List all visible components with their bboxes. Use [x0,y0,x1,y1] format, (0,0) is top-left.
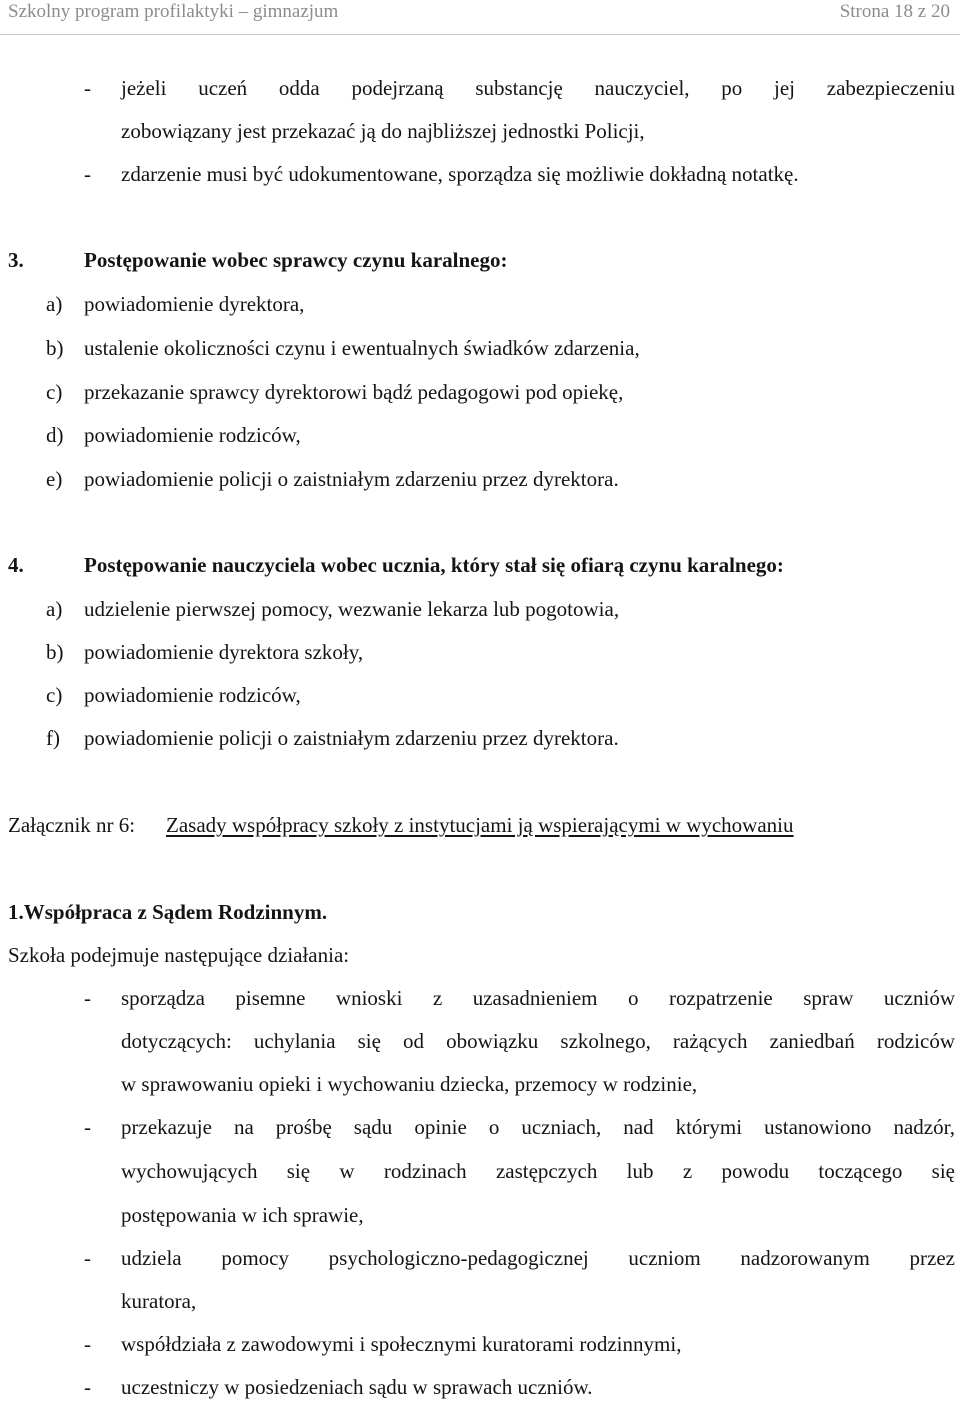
list-item-line: wychowujących się w rodzinach zastępczych lub z powodu toczącego się [121,1159,955,1183]
list-item-line: współdziała z zawodowymi i społecznymi kuratorami rodzinnymi, [121,1332,682,1356]
list-item-line: uczestniczy w posiedzeniach sądu w sprawach uczniów. [121,1375,593,1399]
list-marker: c) [46,380,63,404]
list-item-line: zobowiązany jest przekazać ją do najbliższej jednostki Policji, [121,119,645,143]
list-marker: f) [46,726,60,750]
list-item-line: przekazuje na prośbę sądu opinie o uczniach, nad którymi ustanowiono nadzór, [121,1115,955,1139]
attachment-label: Załącznik nr 6: [8,813,136,837]
page-number: Strona 18 z 20 [839,1,950,22]
section-number: 3. [8,248,24,272]
list-item: przekazanie sprawcy dyrektorowi bądź pedagogowi pod opiekę, [84,380,624,404]
subsection-heading: 1.Współpraca z Sądem Rodzinnym. [8,900,328,924]
list-marker: - [84,1332,91,1356]
list-marker: - [84,1115,91,1139]
list-marker: - [84,1375,91,1399]
section-number: 4. [8,553,24,577]
list-item-line: zdarzenie musi być udokumentowane, sporządza się możliwie dokładną notatkę. [121,162,799,186]
list-item: powiadomienie policji o zaistniałym zdarzeniu przez dyrektora. [84,726,619,750]
list-item: udzielenie pierwszej pomocy, wezwanie lekarza lub pogotowia, [84,597,620,621]
list-item-line: kuratora, [121,1289,197,1313]
list-marker: a) [46,292,63,316]
list-item-line: w sprawowaniu opieki i wychowaniu dziecka, przemocy w rodzinie, [121,1072,698,1096]
list-marker: e) [46,467,63,491]
list-item: powiadomienie dyrektora, [84,292,305,316]
list-marker: - [84,1246,91,1270]
list-item: ustalenie okoliczności czynu i ewentualnych świadków zdarzenia, [84,336,640,360]
list-marker: - [84,986,91,1010]
subsection-intro: Szkoła podejmuje następujące działania: [8,943,350,967]
section-heading: Postępowanie nauczyciela wobec ucznia, który stał się ofiarą czynu karalnego: [84,553,784,577]
list-marker: a) [46,597,63,621]
attachment-title: Zasady współpracy szkoły z instytucjami ją wspierającymi w wychowaniu [166,813,794,837]
page-header [0,0,960,35]
list-item-line: udziela pomocy psychologiczno-pedagogicznej uczniom nadzorowanym przez [121,1246,955,1270]
list-item-line: postępowania w ich sprawie, [121,1203,364,1227]
section-heading: Postępowanie wobec sprawcy czynu karalnego: [84,248,508,272]
list-item: powiadomienie dyrektora szkoły, [84,640,364,664]
list-item: powiadomienie policji o zaistniałym zdarzeniu przez dyrektora. [84,467,619,491]
list-marker: - [84,76,91,100]
list-item-line: sporządza pisemne wnioski z uzasadnieniem o rozpatrzenie spraw uczniów [121,986,955,1010]
list-item: powiadomienie rodziców, [84,683,301,707]
list-marker: - [84,162,91,186]
list-item: powiadomienie rodziców, [84,423,301,447]
header-title: Szkolny program profilaktyki – gimnazjum [8,1,339,22]
list-marker: b) [46,640,64,664]
list-marker: d) [46,423,64,447]
list-item-line: dotyczących: uchylania się od obowiązku szkolnego, rażących zaniedbań rodziców [121,1029,955,1053]
list-marker: b) [46,336,64,360]
list-marker: c) [46,683,63,707]
list-item-line: jeżeli uczeń odda podejrzaną substancję nauczyciel, po jej zabezpieczeniu [121,76,955,100]
